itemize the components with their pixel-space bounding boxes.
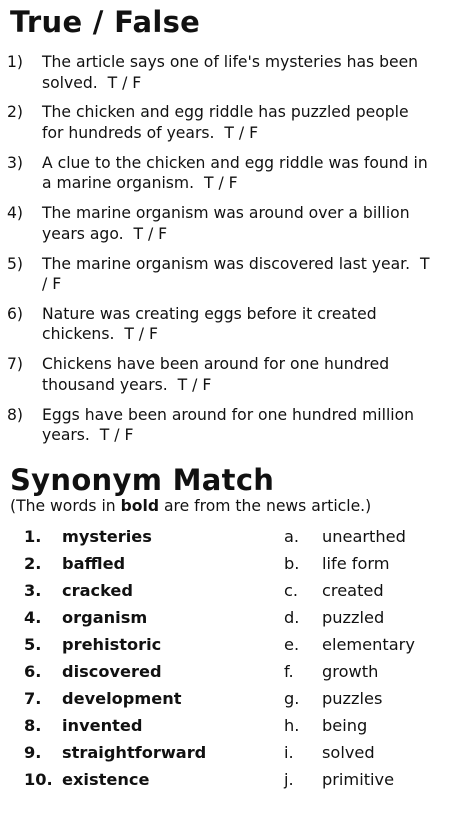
synonym-row (280, 526, 450, 553)
true-false-choice: T / F (224, 123, 259, 142)
word-number: 6. (24, 662, 42, 681)
true-false-choice: T / F (177, 375, 212, 394)
synonym-letter: e. (284, 635, 300, 654)
list-item (0, 102, 450, 152)
true-false-choice: T / F (42, 254, 430, 294)
synonym-word: created (322, 581, 384, 600)
word-row (0, 688, 260, 715)
statement-text: Chickens have been around for one hundred thousand years. (42, 355, 390, 394)
statement-block (42, 102, 434, 143)
list-item (0, 304, 450, 354)
true-false-choice: T / F (124, 325, 158, 344)
word-number: 2. (24, 554, 42, 573)
synonym-letter: d. (284, 608, 300, 627)
article-word: invented (62, 716, 143, 735)
statement-block (42, 405, 434, 446)
word-number: 1. (24, 527, 42, 546)
word-number: 3. (24, 581, 42, 600)
statement-text: Eggs have been around for one hundred million years. (42, 405, 415, 445)
word-row (0, 769, 260, 796)
synonym-letter: f. (284, 662, 294, 681)
statement-block (42, 203, 434, 244)
item-number: 8) (7, 405, 24, 424)
item-number: 1) (7, 53, 24, 71)
word-row (0, 634, 260, 661)
synonym-row (280, 634, 450, 661)
synonym-word: primitive (322, 770, 395, 789)
list-item (0, 354, 450, 404)
word-row (0, 715, 260, 742)
word-row (0, 553, 260, 580)
word-number: 10. (24, 770, 53, 789)
item-number: 3) (7, 153, 24, 172)
word-row (0, 526, 260, 553)
synonym-row (280, 553, 450, 580)
article-word: baffled (62, 554, 126, 573)
synonym-letter: h. (284, 716, 300, 735)
article-word: mysteries (62, 527, 152, 546)
synonym-row (280, 715, 450, 742)
synonyms-list (280, 526, 450, 796)
list-item (0, 405, 450, 455)
synonym-word: life form (322, 554, 390, 573)
synonym-match-subtitle (10, 496, 371, 516)
synonym-word: unearthed (322, 527, 406, 546)
synonym-word: solved (322, 743, 375, 762)
statement-block (42, 153, 434, 194)
statement-text: Nature was creating eggs before it created chickens. (42, 304, 377, 344)
synonym-letter: i. (284, 743, 294, 762)
synonym-match-title: Synonym Match (10, 463, 275, 497)
synonym-letter: g. (284, 689, 300, 708)
synonym-word: puzzled (322, 608, 385, 627)
statement-text: The article says one of life's mysteries has been solved. (42, 53, 419, 92)
article-word: development (62, 689, 182, 708)
synonym-letter: b. (284, 554, 300, 573)
list-item (0, 153, 450, 203)
synonym-row (280, 688, 450, 715)
synonym-letter: a. (284, 527, 300, 546)
item-number: 4) (7, 204, 24, 223)
article-word: prehistoric (62, 635, 162, 654)
article-word: straightforward (62, 743, 207, 762)
article-word: cracked (62, 581, 133, 600)
statement-block (42, 254, 434, 295)
statement-text: The chicken and egg riddle has puzzled people for hundreds of years. (42, 103, 409, 142)
item-number: 5) (7, 254, 24, 273)
word-number: 5. (24, 635, 42, 654)
statement-block (42, 354, 434, 395)
word-row (0, 742, 260, 769)
list-item (0, 52, 450, 102)
word-number: 9. (24, 743, 42, 762)
article-word: organism (62, 608, 148, 627)
list-item (0, 254, 450, 304)
synonym-word: puzzles (322, 689, 383, 708)
true-false-title: True / False (10, 5, 201, 39)
item-number: 2) (7, 103, 24, 122)
word-row (0, 580, 260, 607)
synonym-row (280, 580, 450, 607)
true-false-choice: T / F (203, 174, 238, 193)
true-false-list (0, 52, 450, 455)
word-number: 8. (24, 716, 42, 735)
true-false-choice: T / F (133, 224, 168, 243)
synonym-row (280, 607, 450, 634)
item-number: 7) (7, 355, 24, 374)
synonym-letter: j. (284, 770, 294, 789)
item-number: 6) (7, 304, 24, 323)
article-word: discovered (62, 662, 162, 681)
synonym-row (280, 742, 450, 769)
true-false-choice: T / F (99, 426, 134, 445)
list-item (0, 203, 450, 253)
statement-text: A clue to the chicken and egg riddle was found in a marine organism. (42, 153, 428, 193)
subtitle-text-start: (The words in (10, 497, 121, 515)
word-number: 7. (24, 689, 42, 708)
statement-block (42, 304, 434, 345)
article-words-list (0, 526, 260, 796)
synonym-word: growth (322, 662, 379, 681)
synonym-row (280, 661, 450, 688)
subtitle-text-end: are from the news article.) (159, 497, 372, 515)
synonym-word: elementary (322, 635, 415, 654)
statement-text: The marine organism was around over a billion years ago. (42, 204, 410, 243)
true-false-choice: T / F (107, 73, 142, 92)
statement-text: The marine organism was discovered last year. (42, 254, 411, 273)
subtitle-bold-word: bold (120, 497, 160, 515)
word-row (0, 607, 260, 634)
word-number: 4. (24, 608, 42, 627)
word-row (0, 661, 260, 688)
statement-block (42, 52, 434, 93)
article-word: existence (62, 770, 150, 789)
synonym-word: being (322, 716, 368, 735)
synonym-letter: c. (284, 581, 299, 600)
synonym-row (280, 769, 450, 796)
